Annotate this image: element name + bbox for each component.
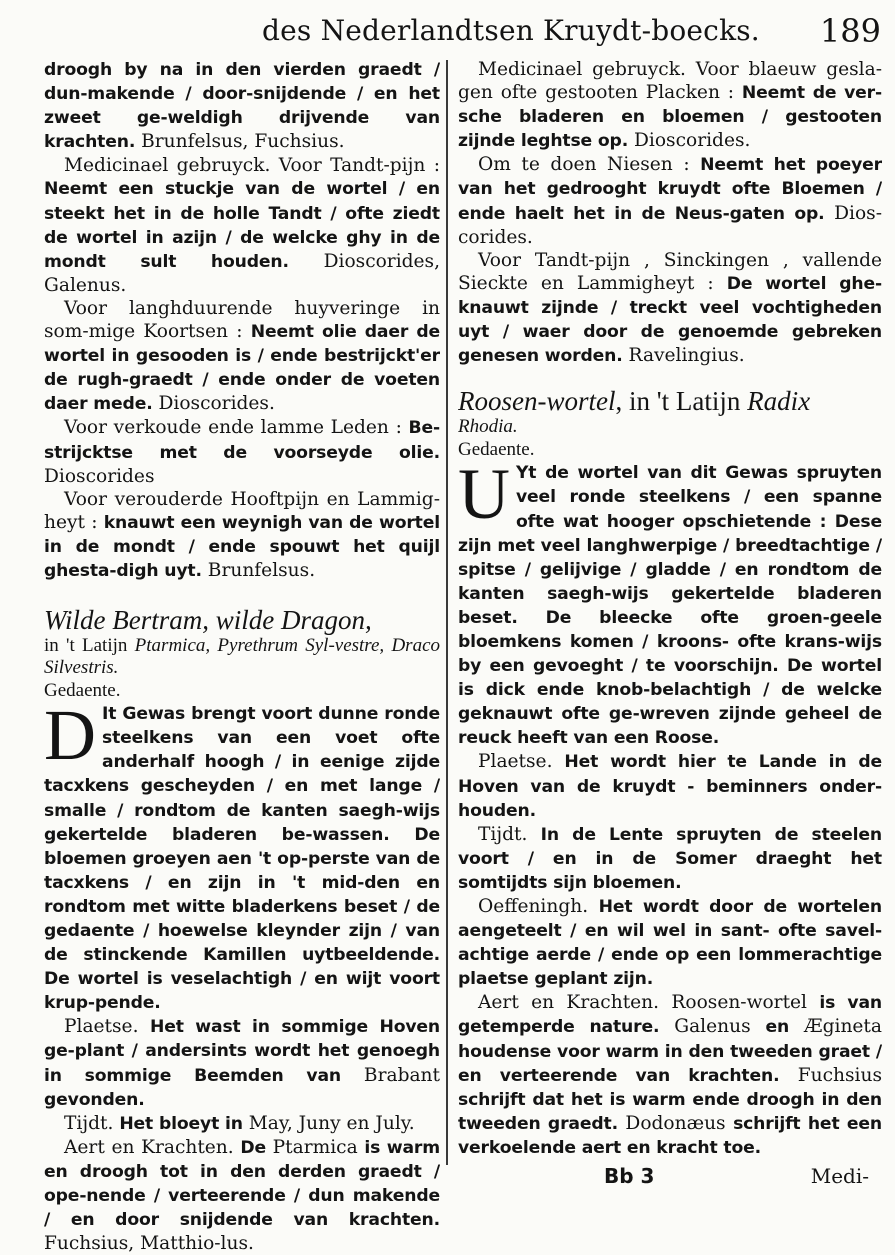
subhead-gedaente-right: Gedaente. xyxy=(458,439,535,461)
left-paragraph-2 xyxy=(44,154,440,297)
blackletter-run: Neemt olie daer de wortel in gesooden is / ende bestrijckt'er de rugh-graedt / ende onder de voeten daer mede. xyxy=(44,322,440,415)
blackletter-run: gevonden. xyxy=(44,1089,145,1110)
right-paragraph-oeffeningh xyxy=(458,895,882,991)
roman-run: Medicinael gebruyck. Voor Tandt-pijn : xyxy=(64,155,440,177)
roman-run: Fuchsius xyxy=(779,1064,882,1086)
roman-run: Voor verouderde Hooftpijn en Lammig-heyt : xyxy=(44,488,440,533)
blackletter-run: It Gewas brengt voort dunne ronde steelkens van een voet ofte anderhalf hoogh / in eenige zijde tacxkens gescheyden / en met lange / smalle / rondtom de kanten saegh-wijs gekertelde bladeren be-wassen. De bloemen groeyen aen 't op-perste van de tacxkens / en zijn in 't mid-den en rondtom met witte bladerkens beset / de gedaente / hoewelse kleynder zijn / van de stinckende Kamillen uytbeeldende. De wortel is veselachtigh / en wijt voort krup-pende. xyxy=(44,704,440,1014)
roman-run: Ægineta xyxy=(789,1016,882,1038)
right-paragraph-plaetse xyxy=(458,750,882,822)
roman-run: Ptarmica xyxy=(265,1136,365,1158)
roman-run: Dodonæus xyxy=(617,1112,734,1134)
left-description-text xyxy=(44,695,440,1014)
roman-run: Plaetse. xyxy=(478,751,565,773)
roman-run: Galenus xyxy=(659,1016,766,1038)
blackletter-run: Neemt de ver-sche bladeren en bloemen / gestooten zijnde leghtse op. xyxy=(458,83,882,152)
roman-run: Aert en Krachten. Roosen-wortel xyxy=(478,992,820,1014)
left-paragraph-3 xyxy=(44,297,440,416)
right-paragraph-3 xyxy=(458,249,882,368)
drop-cap-d: D xyxy=(44,695,96,776)
blackletter-run: Yt de wortel van dit Gewas spruyten veel ronde steelkens / een spanne ofte wat hooger opschietende : Dese zijn met veel langhwerpige / breedtachtige / spitse / gelijvige / gladde / en rondtom de kanten saegh-wijs gekertelde bladeren beset. De bleecke ofte groen-geele bloemkens komen / kroons- ofte krans-wijs by een gevoeght / te voorschijn. De wortel is dick ende knob-belachtigh / de welcke geknauwt ofte ge-wreven zijnde geheel de reuck heeft van een Roose. xyxy=(458,463,882,749)
left-column xyxy=(44,58,440,1255)
blackletter-run: Het wast in sommige Hoven ge-plant / andersints wordt het genoegh in sommige Beemden van xyxy=(44,1017,440,1086)
signature-mark: Bb 3 xyxy=(604,1164,655,1188)
left-paragraph-5 xyxy=(44,488,440,583)
subhead-gedaente-left: Gedaente. xyxy=(44,680,121,702)
latin-names: Ptarmica, Pyrethrum Syl-vestre, Draco Silvestris. xyxy=(44,635,440,679)
blackletter-run: schrijft dat het is warm ende droogh in den tweeden graedt. xyxy=(458,1089,882,1134)
page-number: 189 xyxy=(819,12,881,50)
section-heading-wilde-bertram: Wilde Bertram, wilde Dragon, xyxy=(44,605,372,636)
blackletter-run: Neemt een stuckje van de wortel / en steekt het in de holle Tandt / ofte ziedt de wortel in azijn / de welcke ghy in de mondt sult houden. xyxy=(44,179,440,272)
right-paragraph-tijdt xyxy=(458,823,882,895)
right-paragraph-1 xyxy=(458,58,882,153)
blackletter-run: knauwt een weynigh van de wortel in de mondt / ende spouwt het quijl ghesta-digh uyt. xyxy=(44,512,440,581)
latin-names-line xyxy=(44,635,440,679)
roman-run: May, Juny en July. xyxy=(242,1112,415,1134)
right-paragraph-description xyxy=(458,454,882,750)
roman-run: Voor langhduurende huyveringe in som-mige Koortsen : xyxy=(44,297,440,343)
roman-run: Brabant xyxy=(341,1064,440,1086)
blackletter-run: is van getemperde nature. xyxy=(458,993,882,1038)
blackletter-run: Het wordt door de wortelen aengeteelt / en wil wel in sant- ofte savel-achtige aerde / ende op een lommerachtige plaetse geplant zijn. xyxy=(458,897,882,990)
roman-run: Fuchsius, Matthio-lus. xyxy=(44,1233,254,1255)
blackletter-run: Het wordt hier te Lande in de Hoven van de kruydt - beminners onder-houden. xyxy=(458,752,882,821)
left-paragraph-tijdt xyxy=(44,1112,440,1136)
roman-run: Brunfelsus, Fuchsius. xyxy=(135,131,345,153)
roman-run: Dioscorides xyxy=(44,465,155,487)
roman-run: Dioscorides. xyxy=(628,130,751,152)
heading-latin-2: Rhodia. xyxy=(458,416,518,438)
left-paragraph-plaetse xyxy=(44,1015,440,1111)
heading-latin-line-2 xyxy=(458,416,882,438)
blackletter-run: is warm en droogh tot in den derden graedt / ope-nende / verteerende / dun makende / en door snijdende van krachten. xyxy=(44,1137,440,1231)
roman-run: Om te doen Niesen : xyxy=(478,154,701,176)
drop-cap-u: U xyxy=(458,454,510,535)
roman-run: Brunfelsus. xyxy=(201,559,316,581)
left-paragraph-1 xyxy=(44,58,440,154)
latin-prefix: in 't Latijn xyxy=(44,635,135,657)
blackletter-run: schrijft het een verkoelende aert en kracht toe. xyxy=(458,1113,882,1158)
heading-latin: Radix xyxy=(747,386,811,417)
roman-run: Tijdt. xyxy=(64,1112,120,1134)
left-paragraph-description xyxy=(44,695,440,1015)
blackletter-run: De wortel ghe-knauwt zijnde / treckt veel vochtigheden uyt / waer door de genoemde gebreken genesen worden. xyxy=(458,273,882,367)
roman-run: Aert en Krachten. xyxy=(64,1136,241,1158)
page-footer xyxy=(0,1164,895,1198)
section-heading-roosen-wortel xyxy=(458,386,882,416)
column-divider xyxy=(446,60,448,1165)
roman-run: Oeffeningh. xyxy=(478,896,599,917)
blackletter-run: De xyxy=(240,1137,266,1158)
right-paragraph-2 xyxy=(458,153,882,248)
roman-run: Voor verkoude ende lamme Leden : xyxy=(64,417,409,439)
roman-run: Voor Tandt-pijn , Sinckingen , vallende Sieckte en Lammigheyt : xyxy=(458,249,882,294)
heading-main: Roosen-wortel xyxy=(458,386,616,417)
blackletter-run: In de Lente spruyten de steelen voort / en in de Somer draeght het somtijdts sijn bloemen. xyxy=(458,824,882,893)
left-paragraph-4 xyxy=(44,416,440,487)
right-description-text xyxy=(458,454,882,749)
roman-run: Dioscorides. xyxy=(152,393,275,415)
blackletter-run: droogh by na in den vierden graedt / dun-makende / door-snijdende / en het zweet ge-weldigh drijvende van krachten. xyxy=(44,60,440,153)
catchword: Medi- xyxy=(810,1164,869,1188)
right-column xyxy=(458,58,882,1160)
roman-run: Dios-corides. xyxy=(458,202,882,248)
blackletter-run: Be-strijcktse met de voorseyde olie. xyxy=(44,418,440,463)
right-paragraph-aert xyxy=(458,991,882,1160)
blackletter-run: houdense voor warm in den tweeden graet / en verteerende van krachten. xyxy=(458,1041,882,1086)
roman-run: Dioscorides, Galenus. xyxy=(44,250,440,296)
heading-mid: , in 't Latijn xyxy=(615,386,748,417)
running-head xyxy=(0,10,895,54)
roman-run: Tijdt. xyxy=(478,823,541,845)
blackletter-run: Neemt het poeyer van het gedrooght kruydt ofte Bloemen / ende haelt het in de Neus-gaten op. xyxy=(458,155,882,224)
blackletter-run: en xyxy=(765,1017,790,1038)
roman-run: Ravelingius. xyxy=(622,345,745,367)
blackletter-run: Het bloeyt in xyxy=(119,1113,243,1134)
running-title: des Nederlandtsen Kruydt-boecks. xyxy=(262,14,760,47)
roman-run: Medicinael gebruyck. Voor blaeuw gesla-gen ofte gestooten Placken : xyxy=(458,59,882,104)
roman-run: Plaetse. xyxy=(64,1016,151,1038)
